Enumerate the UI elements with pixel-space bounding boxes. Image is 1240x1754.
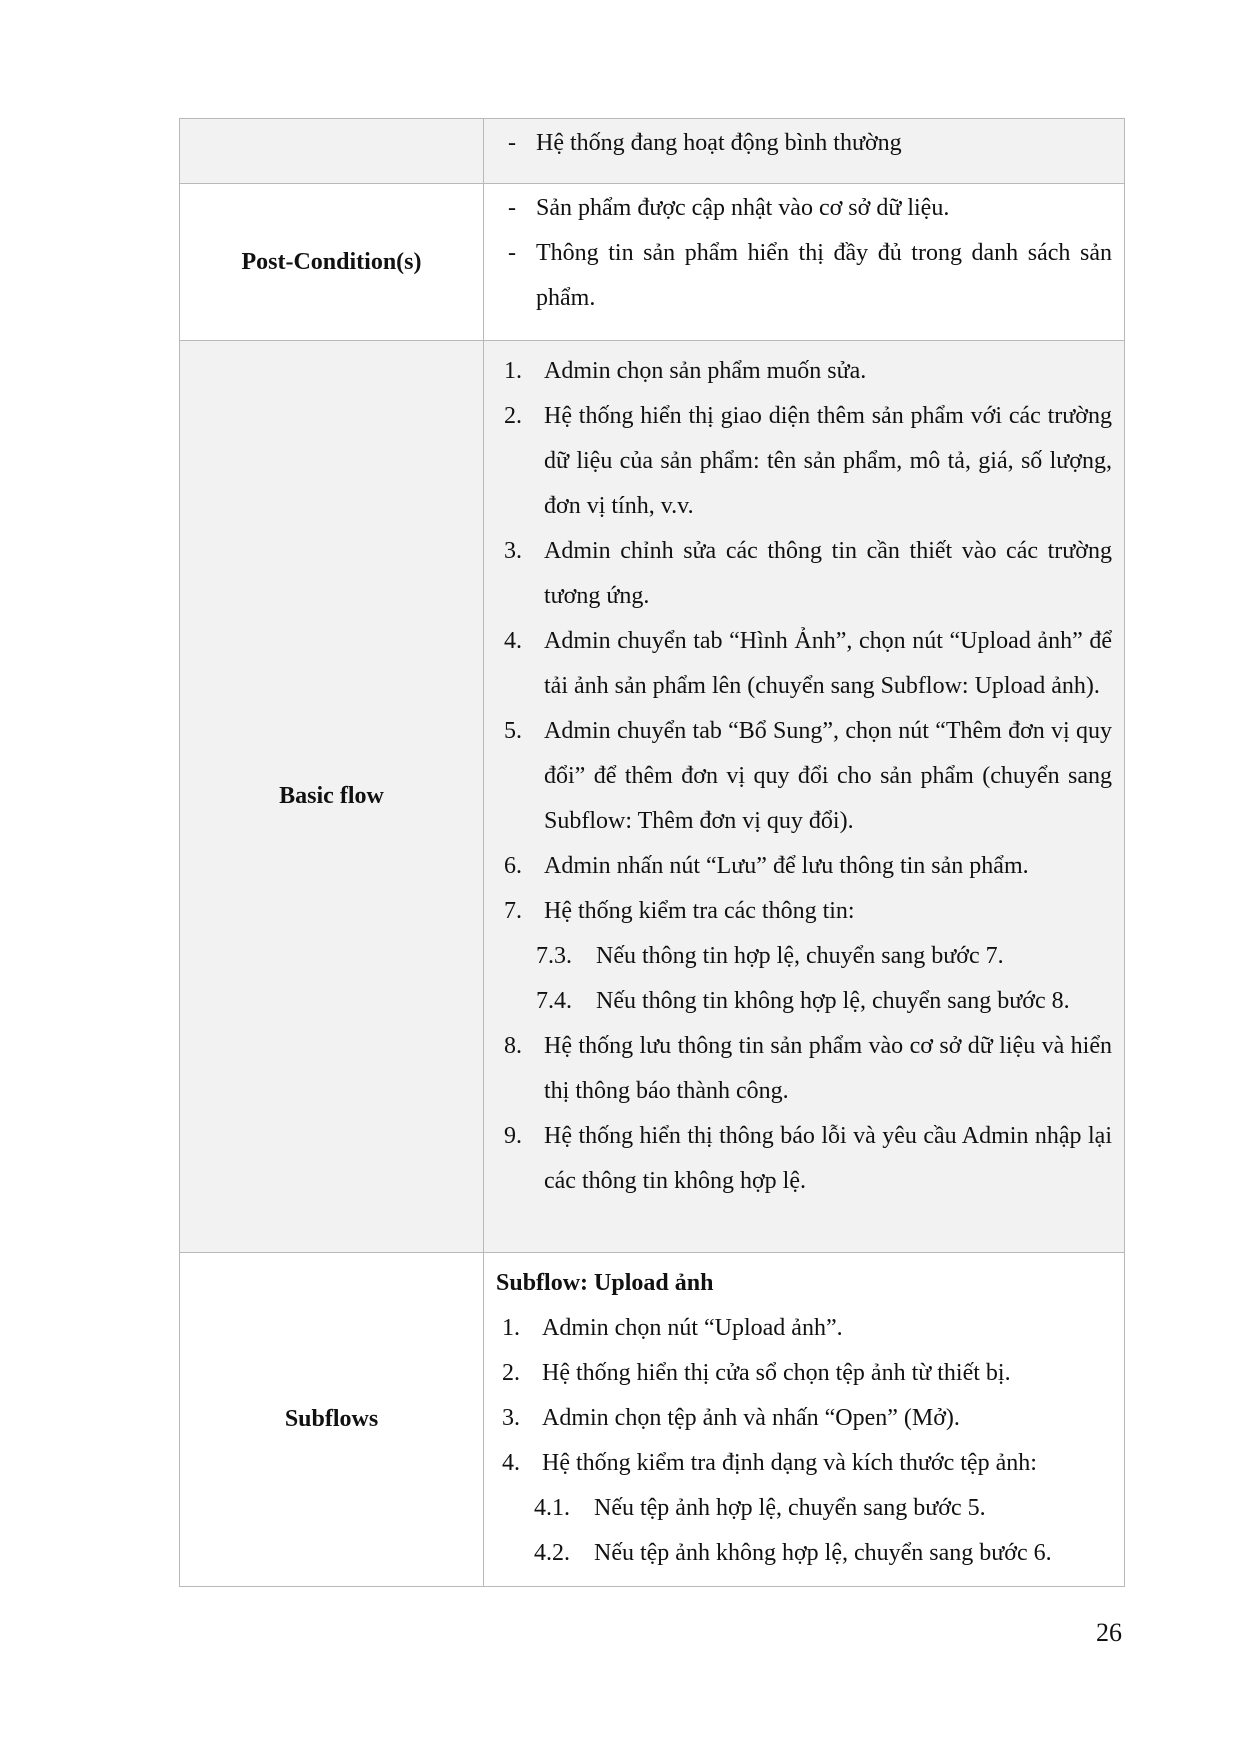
postcondition-item: - Thông tin sản phẩm hiển thị đầy đủ trong danh sách sản phẩm. [498,231,1112,321]
basic-flow-step: 2. Hệ thống hiển thị giao diện thêm sản phẩm với các trường dữ liệu của sản phẩm: tên sản phẩm, mô tả, giá, số lượng, đơn vị tính, v.v. [504,403,1112,519]
subflow-step: 3. Admin chọn tệp ảnh và nhấn “Open” (Mở). [502,1405,960,1431]
basic-flow-content-cell [484,341,1125,1253]
basic-flow-step: 7. Hệ thống kiểm tra các thông tin: 7.3. Nếu thông tin hợp lệ, chuyển sang bước 7. 7.4. Nếu thông tin không hợp lệ, chuyển sang bước 8. [498,889,1112,1024]
subflow-title: Subflow: Upload ảnh [496,1270,714,1296]
subflow-step: 4. Hệ thống kiểm tra định dạng và kích thước tệp ảnh: 4.1. Nếu tệp ảnh hợp lệ, chuyển sang bước 5. 4.2. Nếu tệp ảnh không hợp lệ, chuyển sang bước 6. [496,1441,1112,1576]
basic-flow-step: 1. Admin chọn sản phẩm muốn sửa. [504,358,867,384]
subflows-label: Subflows [180,1253,484,1587]
basic-flow-step: 9. Hệ thống hiển thị thông báo lỗi và yêu cầu Admin nhập lại các thông tin không hợp lệ. [504,1123,1112,1194]
basic-flow-substep: 7.4. Nếu thông tin không hợp lệ, chuyển sang bước 8. [536,988,1070,1014]
dash-marker: - [508,240,516,266]
precondition-row [180,119,1125,184]
precondition-label-cell [180,119,484,184]
basic-flow-label: Basic flow [180,341,484,1253]
subflow-substep: 4.1. Nếu tệp ảnh hợp lệ, chuyển sang bước 5. [534,1495,986,1521]
subflows-row [180,1253,1125,1587]
dash-marker: - [508,195,516,221]
precondition-content-cell [484,119,1125,184]
subflow-substep: 4.2. Nếu tệp ảnh không hợp lệ, chuyển sang bước 6. [534,1540,1052,1566]
page-number: 26 [1096,1618,1122,1647]
postcondition-row [180,184,1125,341]
basic-flow-step: 6. Admin nhấn nút “Lưu” để lưu thông tin sản phẩm. [504,853,1029,879]
basic-flow-step: 4. Admin chuyển tab “Hình Ảnh”, chọn nút “Upload ảnh” để tải ảnh sản phẩm lên (chuyển sang Subflow: Upload ảnh). [504,628,1112,699]
use-case-table [179,118,1125,1587]
basic-flow-step: 8. Hệ thống lưu thông tin sản phẩm vào cơ sở dữ liệu và hiển thị thông báo thành công. [504,1033,1112,1104]
postcondition-label: Post-Condition(s) [180,184,484,341]
dash-marker: - [508,130,516,156]
basic-flow-step: 3. Admin chỉnh sửa các thông tin cần thiết vào các trường tương ứng. [504,538,1112,609]
basic-flow-step: 5. Admin chuyển tab “Bổ Sung”, chọn nút “Thêm đơn vị quy đổi” để thêm đơn vị quy đổi cho sản phẩm (chuyển sang Subflow: Thêm đơn vị quy đổi). [504,718,1112,834]
basic-flow-row [180,341,1125,1253]
postcondition-item: - Sản phẩm được cập nhật vào cơ sở dữ liệu. [498,186,1112,231]
subflows-content-cell [484,1253,1125,1587]
precondition-item: - Hệ thống đang hoạt động bình thường [498,121,1112,166]
subflow-step: 2. Hệ thống hiển thị cửa sổ chọn tệp ảnh từ thiết bị. [502,1360,1011,1386]
postcondition-content-cell [484,184,1125,341]
subflow-step: 1. Admin chọn nút “Upload ảnh”. [502,1315,843,1341]
basic-flow-substep: 7.3. Nếu thông tin hợp lệ, chuyển sang bước 7. [536,943,1004,969]
